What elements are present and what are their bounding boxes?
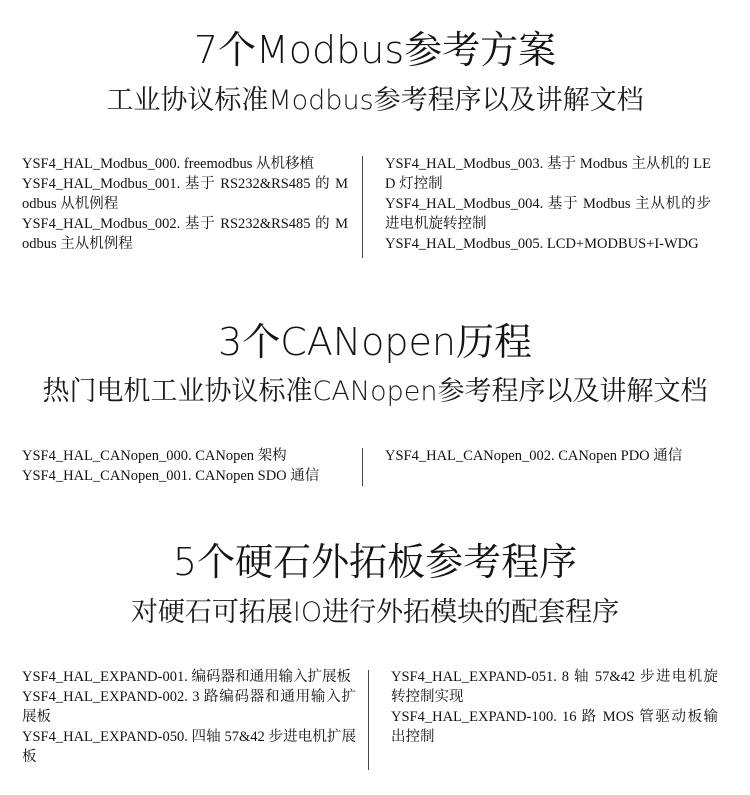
canopen-column-divider [362,448,363,486]
list-item: YSF4_HAL_Modbus_004. 基于 Modbus 主从机的步进电机旋转控制 [385,196,711,232]
expand-right-list [391,667,718,747]
list-item: YSF4_HAL_CANopen_000. CANopen 架构 [22,448,287,464]
modbus-section-subtitle: 工业协议标准Modbus参考程序以及讲解文档 [106,85,644,116]
list-item: YSF4_HAL_Modbus_001. 基于 RS232&RS485 的 Modbus 从机例程 [22,176,348,212]
modbus-column-divider [362,156,363,258]
modbus-section-title: 7个Modbus参考方案 [193,28,557,72]
list-item: YSF4_HAL_Modbus_002. 基于 RS232&RS485 的 Modbus 主从机例程 [22,216,348,252]
expand-section-subtitle: 对硬石可拓展IO进行外拓模块的配套程序 [130,597,620,628]
list-item: YSF4_HAL_EXPAND-001. 编码器和通用输入扩展板 [22,669,351,685]
list-item: YSF4_HAL_CANopen_001. CANopen SDO 通信 [22,468,320,484]
list-item: YSF4_HAL_EXPAND-002. 3 路编码器和通用输入扩展板 [22,689,356,725]
list-item: YSF4_HAL_Modbus_003. 基于 Modbus 主从机的 LED 灯控制 [385,156,711,192]
list-item: YSF4_HAL_Modbus_000. freemodbus 从机移植 [22,156,315,172]
canopen-right-list [385,446,711,466]
expand-section-title: 5个硬石外拓板参考程序 [172,540,578,584]
list-item: YSF4_HAL_EXPAND-051. 8 轴 57&42 步进电机旋转控制实现 [391,669,718,705]
canopen-section-title: 3个CANopen历程 [218,320,532,364]
list-item: YSF4_HAL_CANopen_002. CANopen PDO 通信 [385,448,683,464]
modbus-right-list [385,154,711,254]
modbus-left-list [22,154,348,254]
list-item: YSF4_HAL_Modbus_005. LCD+MODBUS+I-WDG [385,236,699,252]
canopen-section-subtitle: 热门电机工业协议标准CANopen参考程序以及讲解文档 [42,376,708,407]
list-item: YSF4_HAL_EXPAND-050. 四轴 57&42 步进电机扩展板 [22,729,356,765]
expand-column-divider [368,670,369,770]
list-item: YSF4_HAL_EXPAND-100. 16 路 MOS 管驱动板输出控制 [391,709,718,745]
expand-left-list [22,667,356,767]
canopen-left-list [22,446,348,486]
